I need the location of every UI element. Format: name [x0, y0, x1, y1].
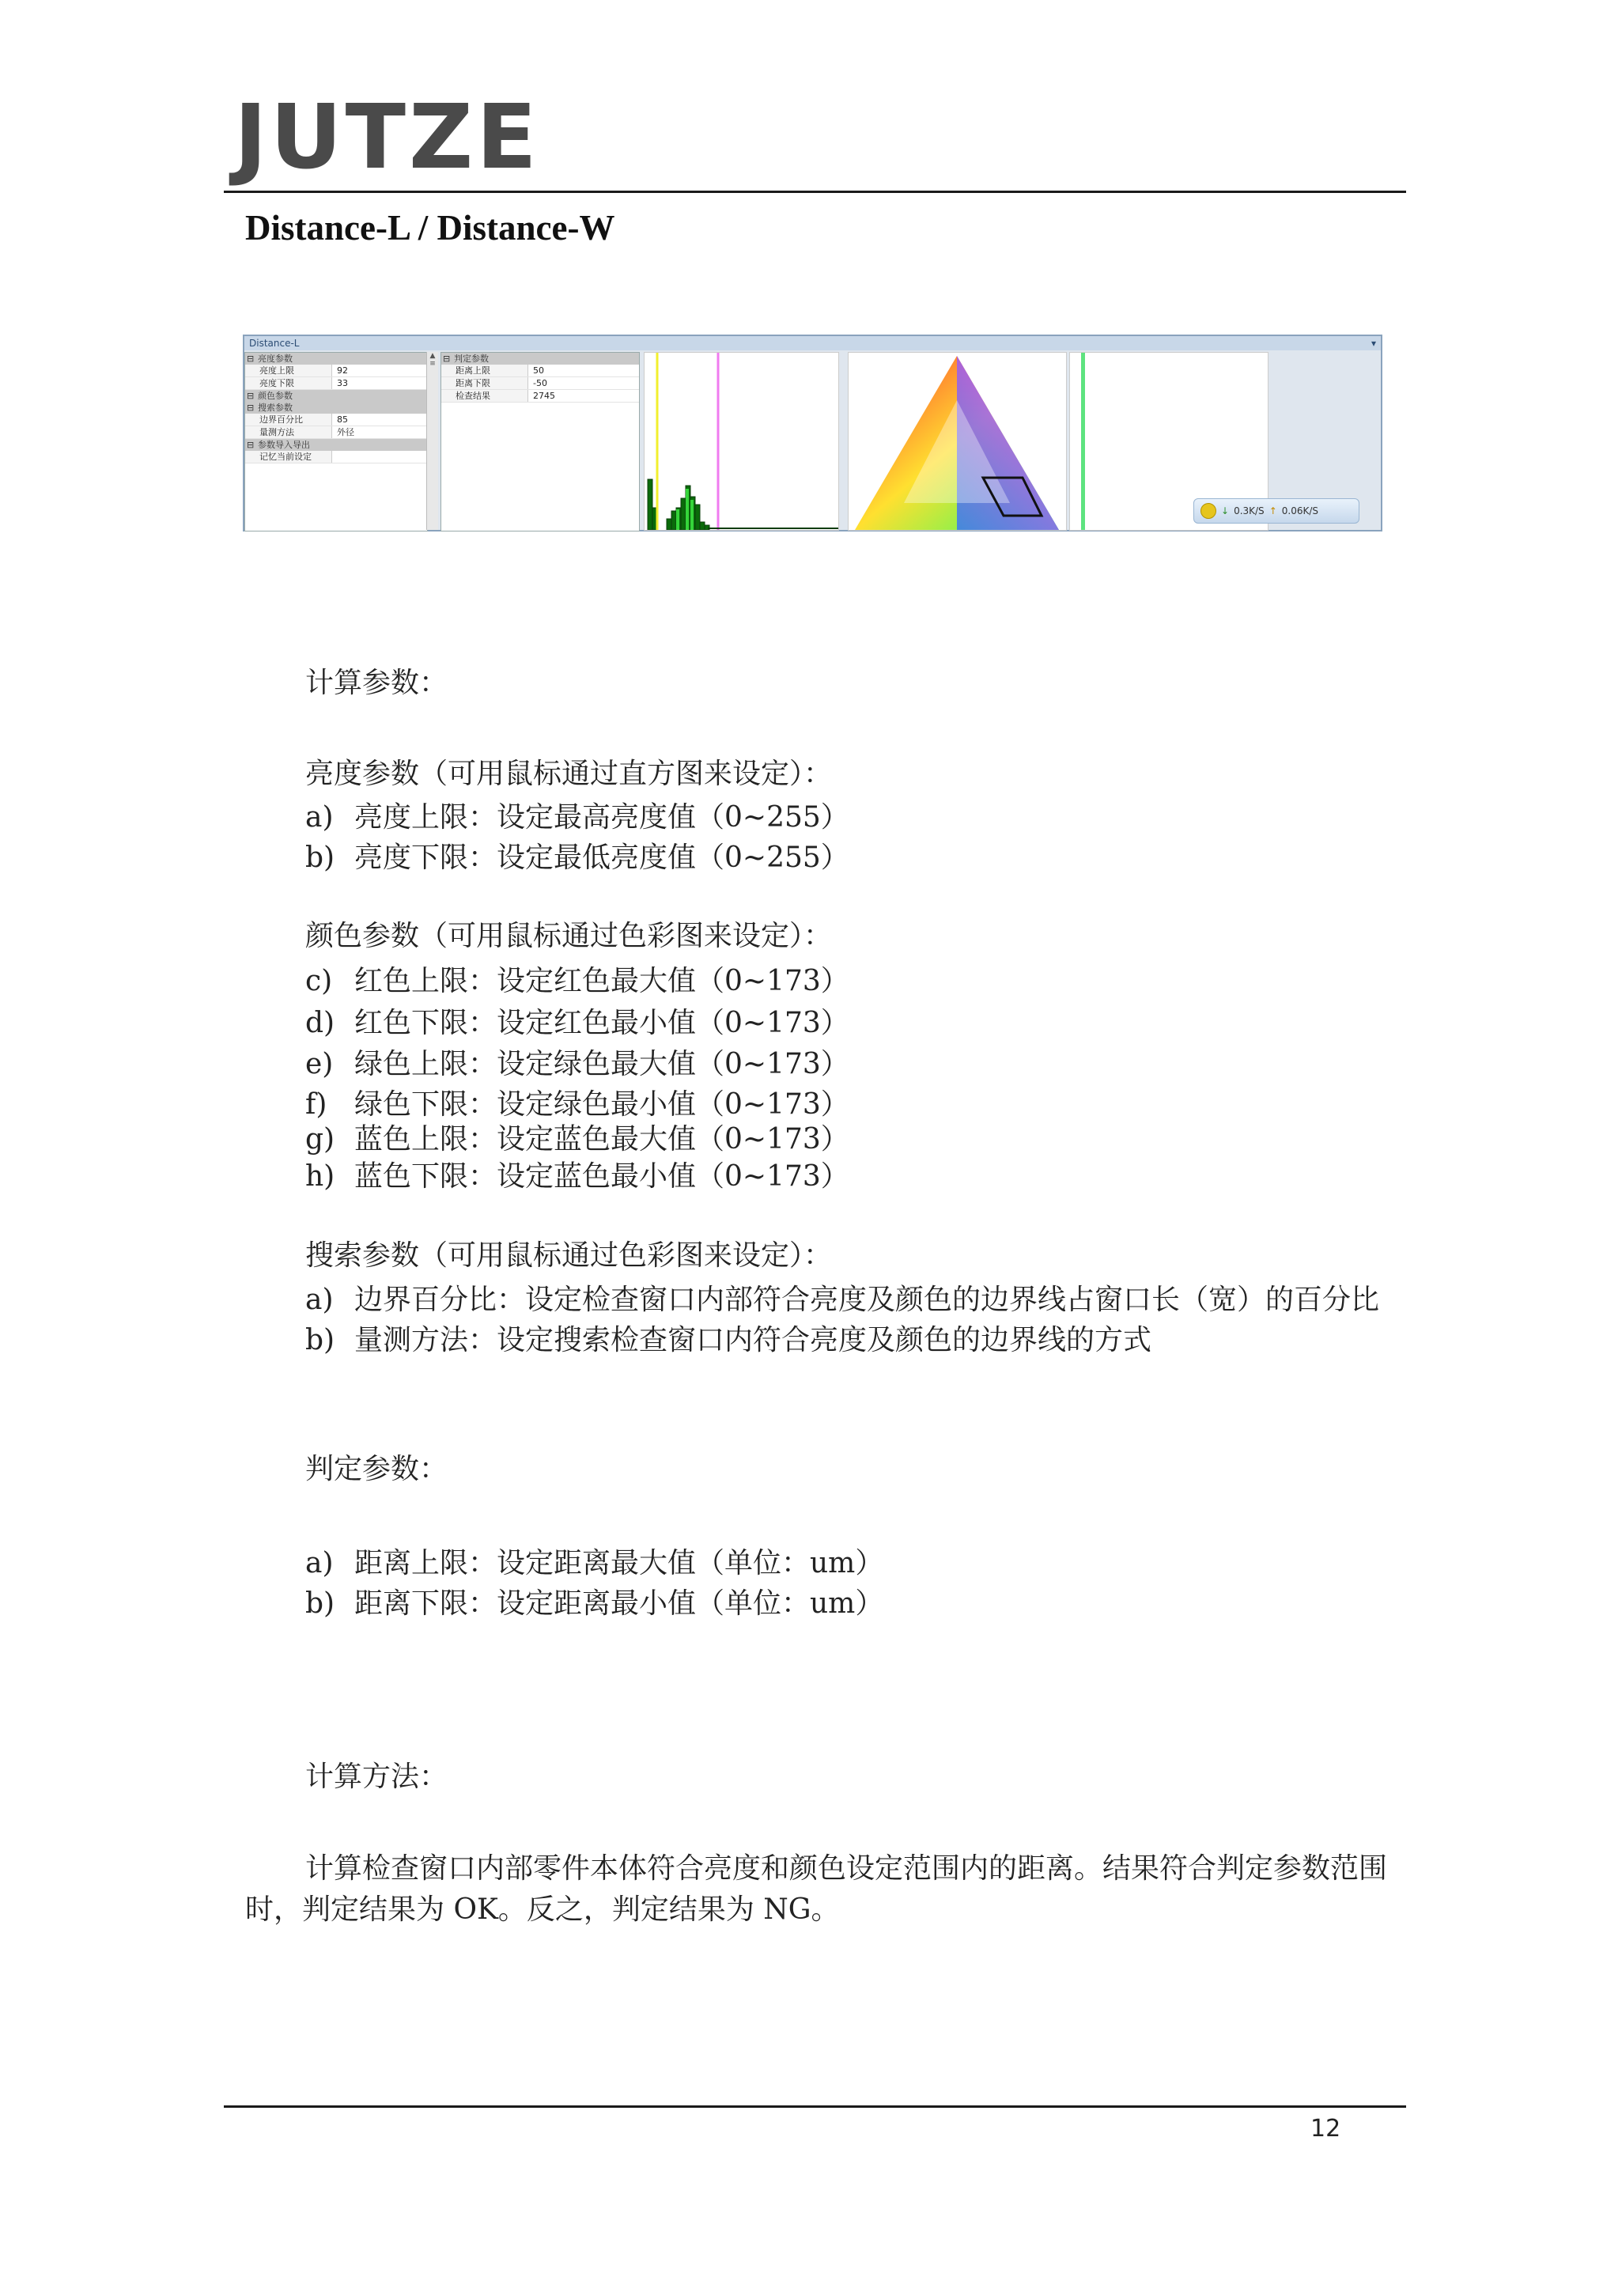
green-marker [1081, 353, 1085, 530]
grid-category[interactable]: ⊟ 判定参数 [441, 353, 639, 365]
list-item: d) 红色下限：设定红色最小值（0~173） [305, 1007, 849, 1039]
color-heading: 颜色参数（可用鼠标通过色彩图来设定）： [305, 920, 833, 952]
brightness-heading: 亮度参数（可用鼠标通过直方图来设定）： [305, 758, 833, 790]
left-grid-scrollbar[interactable]: ▲ ≡ [426, 352, 438, 530]
list-item: b) 量测方法：设定搜索检查窗口内符合亮度及颜色的边界线的方式 [305, 1324, 1152, 1356]
grid-category[interactable]: ⊟ 搜索参数 [245, 402, 427, 414]
search-heading: 搜索参数（可用鼠标通过色彩图来设定）： [305, 1239, 833, 1272]
brightness-histogram[interactable] [644, 352, 839, 531]
list-item: b) 亮度下限：设定最低亮度值（0~255） [305, 842, 849, 874]
arrow-up-icon: ↑ [1268, 505, 1277, 516]
right-property-grid [440, 352, 640, 531]
grid-row: 检查结果 2745 [441, 390, 639, 403]
left-property-grid [244, 352, 428, 531]
grid-row: 亮度上限 92 [245, 365, 427, 377]
list-item: c) 红色上限：设定红色最大值（0~173） [305, 965, 849, 997]
grid-row: 边界百分比 85 [245, 414, 427, 426]
calc-params-heading: 计算参数： [305, 667, 448, 699]
footer-divider [224, 2105, 1406, 2108]
grid-row: 亮度下限 33 [245, 377, 427, 390]
list-item: a) 距离上限：设定距离最大值（单位：um） [305, 1547, 884, 1579]
list-item: e) 绿色上限：设定绿色最大值（0~173） [305, 1048, 849, 1080]
list-item: b) 距离下限：设定距离最小值（单位：um） [305, 1587, 884, 1620]
method-heading: 计算方法： [305, 1761, 448, 1793]
arrow-down-icon: ↓ [1221, 505, 1230, 516]
network-status-widget[interactable] [1193, 498, 1359, 524]
header-divider [224, 191, 1406, 193]
software-screenshot [243, 335, 1382, 531]
list-item: h) 蓝色下限：设定蓝色最小值（0~173） [305, 1160, 849, 1193]
color-triangle[interactable] [848, 352, 1067, 531]
grid-category[interactable]: ⊟ 参数导入导出 [245, 439, 427, 451]
window-title: Distance-L [249, 338, 300, 349]
download-rate: 0.3K/S [1234, 505, 1265, 516]
list-item: a) 亮度上限：设定最高亮度值（0~255） [305, 801, 849, 834]
grid-row: 记忆当前设定 [245, 451, 427, 463]
list-item: a) 边界百分比：设定检查窗口内部符合亮度及颜色的边界线占窗口长（宽）的百分比 [305, 1284, 1380, 1316]
grid-row: 距离上限 50 [441, 365, 639, 377]
judge-heading: 判定参数： [305, 1453, 448, 1485]
window-title-bar [244, 336, 1381, 350]
page-number: 12 [1310, 2115, 1341, 2143]
upload-rate: 0.06K/S [1281, 505, 1318, 516]
list-item: g) 蓝色上限：设定蓝色最大值（0~173） [305, 1123, 849, 1156]
pin-icon[interactable]: ▾ [1371, 338, 1376, 349]
status-icon [1200, 503, 1216, 519]
list-item: f) 绿色下限：设定绿色最小值（0~173） [305, 1088, 849, 1121]
method-paragraph: 计算检查窗口内部零件本体符合亮度和颜色设定范围内的距离。结果符合判定参数范围时，判定结果为 OK。反之，判定结果为 NG。 [245, 1852, 1388, 1927]
section-title: Distance-L / Distance-W [245, 208, 615, 248]
grid-row: 距离下限 -50 [441, 377, 639, 390]
grid-category[interactable]: ⊟ 颜色参数 [245, 390, 427, 402]
company-logo: JUTZE [234, 86, 540, 189]
grid-category[interactable]: ⊟ 亮度参数 [245, 353, 427, 365]
grid-row: 量测方法 外径 [245, 426, 427, 439]
